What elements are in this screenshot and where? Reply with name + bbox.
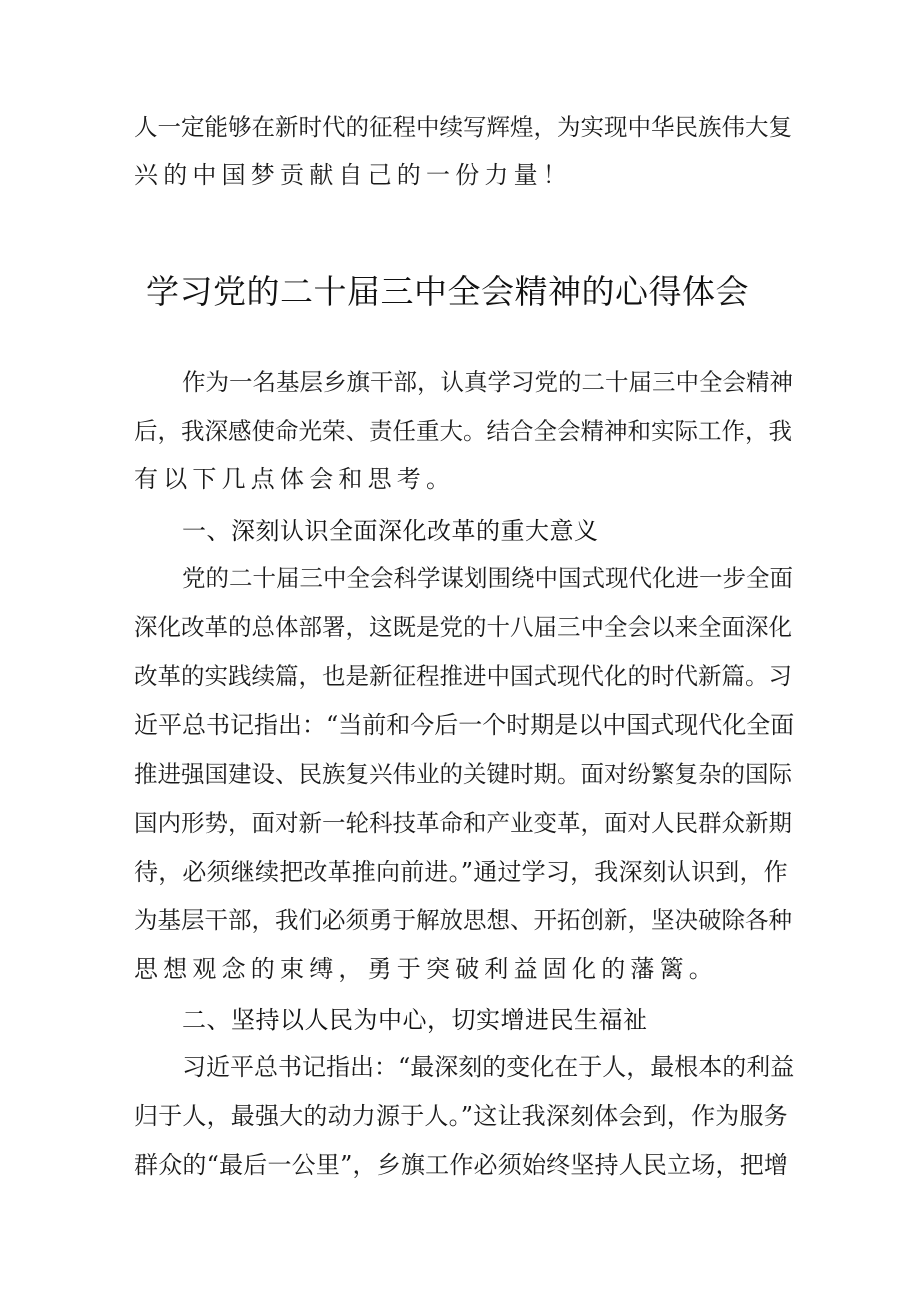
paragraph-line: 思想观念的束缚，勇于突破利益固化的藩篱。 xyxy=(134,955,718,983)
intro-line: 作为一名基层乡旗干部，认真学习党的二十届三中全会精神 xyxy=(182,368,793,396)
paragraph-line: 深化改革的总体部署，这既是党的十八届三中全会以来全面深化 xyxy=(134,613,792,641)
continuation-line: 兴的中国梦贡献自己的一份力量！ xyxy=(134,161,572,189)
paragraph-line: 党的二十届三中全会科学谋划围绕中国式现代化进一步全面 xyxy=(182,564,793,592)
paragraph-line: 为基层干部，我们必须勇于解放思想、开拓创新，坚决破除各种 xyxy=(134,906,792,934)
paragraph-line: 群众的“最后一公里”，乡旗工作必须始终坚持人民立场，把增 xyxy=(134,1151,789,1179)
paragraph-line: 习近平总书记指出：“最深刻的变化在于人，最根本的利益 xyxy=(182,1053,795,1081)
paragraph-line: 近平总书记指出：“当前和今后一个时期是以中国式现代化全面 xyxy=(134,711,795,739)
continuation-line: 人一定能够在新时代的征程中续写辉煌，为实现中华民族伟大复 xyxy=(134,113,792,141)
paragraph-line: 归于人，最强大的动力源于人。”这让我深刻体会到，作为服务 xyxy=(134,1102,788,1130)
paragraph-line: 国内形势，面对新一轮科技革命和产业变革，面对人民群众新期 xyxy=(134,809,792,837)
paragraph-line: 推进强国建设、民族复兴伟业的关键时期。面对纷繁复杂的国际 xyxy=(134,760,792,788)
intro-line: 有以下几点体会和思考。 xyxy=(134,465,456,493)
intro-line: 后，我深感使命光荣、责任重大。结合全会精神和实际工作，我 xyxy=(134,417,792,445)
document-title: 学习党的二十届三中全会精神的心得体会 xyxy=(146,272,749,311)
paragraph-line: 改革的实践续篇，也是新征程推进中国式现代化的时代新篇。习 xyxy=(134,662,792,690)
section-heading-1: 一、深刻认识全面深化改革的重大意义 xyxy=(182,517,599,545)
paragraph-line: 待，必须继续把改革推向前进。”通过学习，我深刻认识到，作 xyxy=(134,858,788,886)
section-heading-2: 二、坚持以人民为中心，切实增进民生福祉 xyxy=(182,1006,648,1034)
